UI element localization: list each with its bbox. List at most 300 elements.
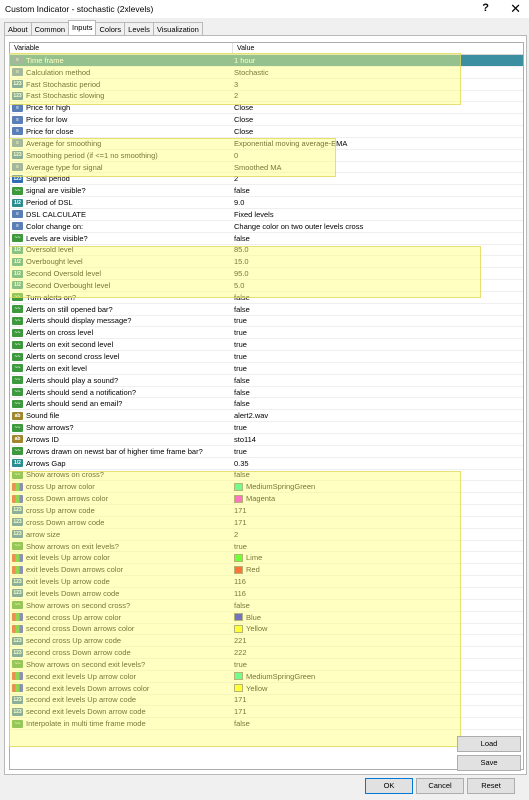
row-value[interactable]	[228, 719, 250, 728]
dbl-type-icon: 1/2	[12, 270, 23, 278]
row-value[interactable]	[228, 376, 250, 385]
row-variable	[10, 364, 228, 373]
clr-type-icon	[12, 672, 23, 680]
row-value[interactable]	[228, 340, 247, 349]
row-value[interactable]	[228, 601, 250, 610]
row-value[interactable]	[228, 530, 238, 539]
row-variable-label: cross Down arrows color	[26, 494, 109, 504]
row-value[interactable]	[228, 186, 250, 195]
row-value-text: Lime	[246, 553, 263, 563]
row-value-text: 221	[234, 636, 247, 646]
row-value-text: Close	[234, 126, 254, 136]
row-value[interactable]	[228, 198, 244, 207]
row-value-text: 2	[234, 529, 239, 539]
row-value[interactable]	[228, 245, 249, 254]
table-row[interactable]	[10, 114, 523, 126]
row-variable	[10, 198, 228, 207]
row-variable-label: Price for low	[26, 115, 68, 125]
table-row[interactable]	[10, 600, 523, 612]
row-value-text: true	[234, 352, 247, 362]
table-row[interactable]	[10, 683, 523, 695]
bool-type-icon: ~~	[12, 720, 23, 728]
row-variable-label: Average for smoothing	[26, 138, 102, 148]
row-value-text: 171	[234, 695, 247, 705]
row-variable	[10, 470, 228, 479]
row-value[interactable]	[228, 68, 269, 77]
value-column-header[interactable]: Value	[237, 45, 255, 52]
color-swatch	[234, 613, 243, 621]
color-swatch	[234, 566, 243, 574]
bool-type-icon: ~~	[12, 542, 23, 550]
close-icon[interactable]: ✕	[510, 1, 521, 16]
row-value[interactable]	[228, 281, 244, 290]
bool-type-icon: ~~	[12, 400, 23, 408]
table-row[interactable]	[10, 150, 523, 162]
row-value[interactable]	[228, 388, 250, 397]
row-variable-label: Alerts on exit level	[26, 363, 87, 373]
row-value[interactable]	[228, 115, 253, 124]
row-variable-label: exit levels Down arrow code	[26, 588, 120, 598]
clr-type-icon	[12, 554, 23, 562]
row-value[interactable]	[228, 542, 247, 551]
row-value[interactable]	[228, 151, 238, 160]
table-row[interactable]	[10, 375, 523, 387]
row-variable	[10, 305, 228, 314]
title-bar	[0, 0, 529, 18]
row-variable-label: second exit levels Up arrow color	[26, 671, 137, 681]
table-row[interactable]	[10, 410, 523, 422]
table-row[interactable]	[10, 517, 523, 529]
color-swatch	[234, 495, 243, 503]
row-variable-label: Fast Stochastic slowing	[26, 91, 105, 101]
row-variable-label: Alerts on exit second level	[26, 340, 114, 350]
row-variable-label: Alerts should play a sound?	[26, 375, 119, 385]
row-variable-label: Show arrows?	[26, 423, 74, 433]
row-value-text: false	[234, 470, 250, 480]
table-row[interactable]	[10, 363, 523, 375]
row-variable-label: second cross Up arrow code	[26, 636, 122, 646]
row-variable	[10, 316, 228, 325]
en-type-icon: ≡	[12, 68, 23, 76]
bool-type-icon: ~~	[12, 471, 23, 479]
row-value-text: MediumSpringGreen	[246, 671, 316, 681]
row-variable	[10, 328, 228, 337]
row-variable	[10, 210, 228, 219]
row-value[interactable]	[228, 482, 315, 491]
row-value[interactable]	[228, 163, 282, 172]
table-row[interactable]	[10, 268, 523, 280]
tab-common[interactable]: Common	[31, 22, 69, 35]
row-value[interactable]	[228, 684, 267, 693]
row-variable-label: Price for close	[26, 126, 74, 136]
row-variable	[10, 56, 228, 65]
tab-levels[interactable]: Levels	[124, 22, 154, 35]
row-value[interactable]	[228, 459, 249, 468]
bool-type-icon: ~~	[12, 305, 23, 313]
table-row[interactable]	[10, 55, 523, 67]
cancel-button[interactable]: Cancel	[416, 778, 464, 794]
row-variable	[10, 613, 228, 622]
row-variable	[10, 234, 228, 243]
inputs-table	[9, 42, 524, 770]
row-variable-label: Alerts on cross level	[26, 328, 94, 338]
row-value-text: true	[234, 659, 247, 669]
row-value[interactable]	[228, 494, 275, 503]
row-value[interactable]	[228, 80, 238, 89]
row-variable-label: exit levels Down arrows color	[26, 565, 124, 575]
row-value-text: false	[234, 399, 250, 409]
row-value[interactable]	[228, 234, 250, 243]
row-variable	[10, 174, 228, 183]
clr-type-icon	[12, 566, 23, 574]
help-button[interactable]: ?	[482, 2, 489, 14]
row-variable	[10, 399, 228, 408]
row-variable-label: arrow size	[26, 529, 61, 539]
row-value-text: false	[234, 186, 250, 196]
row-value[interactable]	[228, 139, 347, 148]
row-value[interactable]	[228, 91, 238, 100]
row-value[interactable]	[228, 56, 255, 65]
row-value[interactable]	[228, 435, 256, 444]
row-value[interactable]	[228, 577, 246, 586]
row-value-text: 0	[234, 150, 239, 160]
row-variable	[10, 636, 228, 645]
str-type-icon: ab	[12, 412, 23, 420]
bool-type-icon: ~~	[12, 353, 23, 361]
int-type-icon: 123	[13, 649, 22, 656]
row-variable	[10, 388, 228, 397]
row-value[interactable]	[228, 470, 250, 479]
row-value-text: 9.0	[234, 198, 245, 208]
row-variable-label: Second Oversold level	[26, 269, 102, 279]
row-variable-label: second cross Down arrows color	[26, 624, 135, 634]
row-variable-label: Show arrows on second exit levels?	[26, 659, 146, 669]
table-row[interactable]	[10, 221, 523, 233]
save-button[interactable]: Save	[457, 755, 521, 771]
table-row[interactable]	[10, 292, 523, 304]
reset-button[interactable]: Reset	[467, 778, 515, 794]
row-value-text: 2	[234, 174, 239, 184]
row-variable-label: Arrows Gap	[26, 458, 66, 468]
row-value-text: 171	[234, 707, 247, 717]
dbl-type-icon: 1/2	[12, 258, 23, 266]
int-type-icon: 123	[13, 507, 22, 514]
color-swatch	[234, 554, 243, 562]
row-value[interactable]	[228, 269, 249, 278]
row-variable	[10, 518, 228, 527]
row-value-text: Stochastic	[234, 67, 269, 77]
row-value[interactable]	[228, 447, 247, 456]
table-row[interactable]	[10, 458, 523, 470]
bool-type-icon: ~~	[12, 187, 23, 195]
row-value[interactable]	[228, 636, 247, 645]
dbl-type-icon: 1/2	[12, 246, 23, 254]
table-row[interactable]	[10, 256, 523, 268]
table-row[interactable]	[10, 505, 523, 517]
str-type-icon: ab	[12, 435, 23, 443]
row-variable-label: Overbought level	[26, 257, 83, 267]
row-variable-label: Signal period	[26, 174, 70, 184]
table-row[interactable]	[10, 233, 523, 245]
row-value[interactable]	[228, 613, 261, 622]
table-row[interactable]	[10, 185, 523, 197]
dbl-type-icon: 1/2	[12, 199, 23, 207]
row-value[interactable]	[228, 672, 315, 681]
row-variable-label: Smoothing period (if <=1 no smoothing)	[26, 150, 158, 160]
row-variable	[10, 139, 228, 148]
tab-bar	[4, 22, 202, 35]
row-value[interactable]	[228, 589, 246, 598]
row-variable-label: Interpolate in multi time frame mode	[26, 719, 146, 729]
row-value[interactable]	[228, 316, 247, 325]
row-value-text: Yellow	[246, 683, 268, 693]
table-row[interactable]	[10, 126, 523, 138]
row-variable	[10, 163, 228, 172]
bool-type-icon: ~~	[12, 424, 23, 432]
row-value[interactable]	[228, 695, 247, 704]
row-variable-label: Sound file	[26, 411, 60, 421]
table-row[interactable]	[10, 79, 523, 91]
row-value[interactable]	[228, 411, 268, 420]
row-value[interactable]	[228, 364, 247, 373]
row-value[interactable]	[228, 257, 249, 266]
bool-type-icon: ~~	[12, 329, 23, 337]
row-value[interactable]	[228, 103, 253, 112]
row-variable	[10, 459, 228, 468]
table-row[interactable]	[10, 529, 523, 541]
int-type-icon: 123	[13, 708, 22, 715]
en-type-icon: ≡	[12, 210, 23, 218]
row-variable	[10, 352, 228, 361]
table-row[interactable]	[10, 209, 523, 221]
table-row[interactable]	[10, 695, 523, 707]
row-variable	[10, 257, 228, 266]
row-variable	[10, 245, 228, 254]
row-value[interactable]	[228, 423, 247, 432]
row-value[interactable]	[228, 707, 247, 716]
row-value-text: 1 hour	[234, 55, 256, 65]
table-row[interactable]	[10, 162, 523, 174]
row-value-text: true	[234, 340, 247, 350]
row-value[interactable]	[228, 506, 247, 515]
table-row[interactable]	[10, 624, 523, 636]
table-row[interactable]	[10, 67, 523, 79]
row-value[interactable]	[228, 624, 267, 633]
row-variable-label: exit levels Up arrow code	[26, 577, 110, 587]
table-row[interactable]	[10, 387, 523, 399]
table-row[interactable]	[10, 197, 523, 209]
table-row[interactable]	[10, 138, 523, 150]
row-variable	[10, 707, 228, 716]
row-value-text: Close	[234, 115, 254, 125]
row-variable-label: Oversold level	[26, 245, 74, 255]
row-value[interactable]	[228, 648, 247, 657]
row-variable	[10, 68, 228, 77]
row-variable-label: cross Down arrow code	[26, 517, 105, 527]
int-type-icon: 123	[13, 81, 22, 88]
row-value[interactable]	[228, 352, 247, 361]
row-variable-label: Turn alerts on?	[26, 292, 77, 302]
row-value-text: true	[234, 328, 247, 338]
row-variable-label: Period of DSL	[26, 198, 73, 208]
color-swatch	[234, 672, 243, 680]
row-value-text: true	[234, 446, 247, 456]
table-row[interactable]	[10, 327, 523, 339]
row-value-text: 116	[234, 588, 246, 598]
row-variable-label: Alerts should display message?	[26, 316, 132, 326]
int-type-icon: 123	[13, 590, 22, 597]
row-variable	[10, 506, 228, 515]
row-value[interactable]	[228, 127, 253, 136]
table-row[interactable]	[10, 541, 523, 553]
row-variable-label: Alerts should send an email?	[26, 399, 123, 409]
table-row[interactable]	[10, 588, 523, 600]
table-row[interactable]	[10, 173, 523, 185]
row-variable-label: second cross Down arrow code	[26, 648, 131, 658]
row-value-text: true	[234, 316, 247, 326]
table-row[interactable]	[10, 612, 523, 624]
window-title: Custom Indicator - stochastic (2xlevels)	[5, 4, 154, 14]
tab-visualization[interactable]: Visualization	[153, 22, 203, 35]
tab-about[interactable]: About	[4, 22, 32, 35]
row-value-text: Fixed levels	[234, 209, 274, 219]
row-value[interactable]	[228, 222, 363, 231]
ok-button[interactable]: OK	[365, 778, 413, 794]
clr-type-icon	[12, 684, 23, 692]
row-variable	[10, 660, 228, 669]
table-row[interactable]	[10, 280, 523, 292]
table-row[interactable]	[10, 422, 523, 434]
bool-type-icon: ~~	[12, 317, 23, 325]
table-row[interactable]	[10, 351, 523, 363]
row-variable-label: second exit levels Up arrow code	[26, 695, 137, 705]
row-variable-label: signal are visible?	[26, 186, 86, 196]
row-value-text: 171	[234, 505, 247, 515]
table-row[interactable]	[10, 552, 523, 564]
row-variable	[10, 684, 228, 693]
row-variable	[10, 340, 228, 349]
table-row[interactable]	[10, 671, 523, 683]
row-variable-label: Alerts on second cross level	[26, 352, 120, 362]
row-value[interactable]	[228, 660, 247, 669]
table-row[interactable]	[10, 635, 523, 647]
row-value[interactable]	[228, 518, 247, 527]
table-row[interactable]	[10, 659, 523, 671]
row-value[interactable]	[228, 565, 260, 574]
en-type-icon: ≡	[12, 127, 23, 135]
row-variable-label: Show arrows on cross?	[26, 470, 104, 480]
row-variable	[10, 151, 228, 160]
table-row[interactable]	[10, 576, 523, 588]
bool-type-icon: ~~	[12, 293, 23, 301]
row-value-text: true	[234, 363, 247, 373]
table-row[interactable]	[10, 316, 523, 328]
row-value[interactable]	[228, 293, 250, 302]
en-type-icon: ≡	[12, 163, 23, 171]
bool-type-icon: ~~	[12, 376, 23, 384]
load-button[interactable]: Load	[457, 736, 521, 752]
bool-type-icon: ~~	[12, 601, 23, 609]
row-variable-label: Color change on:	[26, 221, 84, 231]
bool-type-icon: ~~	[12, 388, 23, 396]
row-variable	[10, 624, 228, 633]
row-value-text: Smoothed MA	[234, 162, 282, 172]
row-variable-label: Show arrows on exit levels?	[26, 541, 119, 551]
row-variable	[10, 648, 228, 657]
table-row[interactable]	[10, 91, 523, 103]
row-value[interactable]	[228, 399, 250, 408]
row-variable-label: second exit levels Down arrows color	[26, 683, 150, 693]
tab-inputs[interactable]: Inputs	[68, 20, 96, 35]
row-value-text: false	[234, 719, 250, 729]
row-variable	[10, 719, 228, 728]
table-row[interactable]	[10, 493, 523, 505]
table-header	[10, 43, 523, 55]
table-row[interactable]	[10, 245, 523, 257]
row-value[interactable]	[228, 305, 250, 314]
table-row[interactable]	[10, 481, 523, 493]
row-variable	[10, 565, 228, 574]
table-row[interactable]	[10, 304, 523, 316]
row-variable-label: second cross Up arrow color	[26, 612, 122, 622]
row-value[interactable]	[228, 553, 262, 562]
clr-type-icon	[12, 625, 23, 633]
row-value-text: 116	[234, 577, 246, 587]
row-variable-label: Price for high	[26, 103, 71, 113]
bool-type-icon: ~~	[12, 341, 23, 349]
row-value[interactable]	[228, 210, 274, 219]
row-variable	[10, 91, 228, 100]
row-variable-label: cross Up arrow code	[26, 505, 95, 515]
row-variable-label: Time frame	[26, 55, 64, 65]
color-swatch	[234, 483, 243, 491]
table-row[interactable]	[10, 647, 523, 659]
table-row[interactable]	[10, 398, 523, 410]
row-variable	[10, 447, 228, 456]
table-row[interactable]	[10, 446, 523, 458]
row-variable-label: Average type for signal	[26, 162, 103, 172]
table-row[interactable]	[10, 102, 523, 114]
table-row[interactable]	[10, 434, 523, 446]
table-row[interactable]	[10, 564, 523, 576]
int-type-icon: 123	[13, 578, 22, 585]
int-type-icon: 123	[13, 531, 22, 538]
row-value-text: MediumSpringGreen	[246, 482, 316, 492]
row-variable	[10, 80, 228, 89]
clr-type-icon	[12, 613, 23, 621]
row-variable	[10, 423, 228, 432]
row-variable-label: Show arrows on second cross?	[26, 600, 131, 610]
row-value-text: Change color on two outer levels cross	[234, 221, 364, 231]
bool-type-icon: ~~	[12, 447, 23, 455]
table-row[interactable]	[10, 718, 523, 730]
row-value-text: alert2.wav	[234, 411, 269, 421]
table-row[interactable]	[10, 470, 523, 482]
row-variable-label: Alerts on still opened bar?	[26, 304, 113, 314]
row-variable	[10, 577, 228, 586]
table-row[interactable]	[10, 706, 523, 718]
row-value-text: false	[234, 233, 250, 243]
row-variable	[10, 411, 228, 420]
row-value[interactable]	[228, 174, 238, 183]
row-variable	[10, 186, 228, 195]
row-value[interactable]	[228, 328, 247, 337]
variable-column-header[interactable]: Variable	[10, 43, 233, 54]
row-variable-label: Arrows drawn on newst bar of higher time frame bar?	[26, 446, 203, 456]
tab-colors[interactable]: Colors	[95, 22, 125, 35]
color-swatch	[234, 684, 243, 692]
table-row[interactable]	[10, 339, 523, 351]
